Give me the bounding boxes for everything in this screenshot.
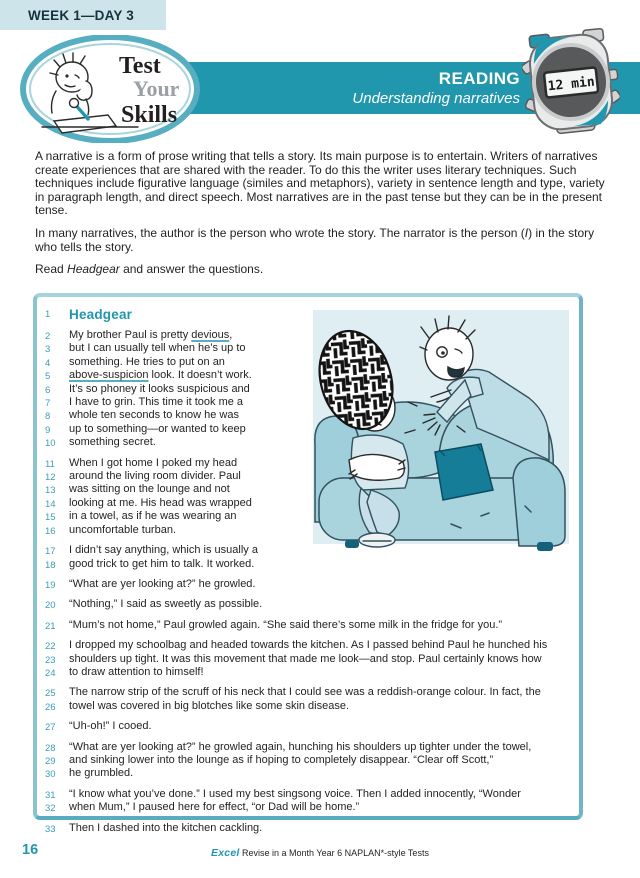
line-number: 21 <box>45 620 56 632</box>
passage-line <box>45 686 571 699</box>
line-number: 19 <box>45 579 56 591</box>
line-text: whole ten seconds to know he was <box>69 409 239 422</box>
passage-line <box>45 619 571 632</box>
line-text: “What are yer looking at?” he growled. <box>69 577 256 590</box>
couch-scene-illustration <box>311 310 571 554</box>
logo-word-your: Your <box>133 76 180 101</box>
line-number: 7 <box>45 398 51 410</box>
excel-brand-logo: Excel <box>211 847 240 859</box>
line-text: around the living room divider. Paul <box>69 470 241 483</box>
line-number: 22 <box>45 641 56 653</box>
line-number: 26 <box>45 701 56 713</box>
passage-line <box>45 598 571 611</box>
line-text: looking at me. His head was wrapped <box>69 496 252 509</box>
week-day-label: WEEK 1—DAY 3 <box>28 7 134 23</box>
line-number: 6 <box>45 384 51 396</box>
line-number: 2 <box>45 331 51 342</box>
line-number: 20 <box>45 600 56 612</box>
line-number: 11 <box>45 458 55 470</box>
line-text: I didn’t say anything, which is usually a <box>69 544 258 557</box>
line-text: good trick to get him to talk. It worked. <box>69 557 255 570</box>
line-text: something. He tries to put on an <box>69 355 225 368</box>
line-number: 30 <box>45 769 56 781</box>
line-text: in a towel, as if he was wearing an <box>69 510 237 523</box>
week-day-banner <box>0 0 166 30</box>
line-text: I have to grin. This time it took me a <box>69 396 244 409</box>
passage-line <box>45 801 571 814</box>
line-text: “Uh-oh!” I cooed. <box>69 720 152 733</box>
logo-word-test: Test <box>119 53 161 79</box>
line-text: above-suspicion look. It doesn’t work. <box>69 369 252 382</box>
passage-line <box>45 720 571 733</box>
line-number: 8 <box>45 411 51 423</box>
passage-line <box>45 639 571 652</box>
line-number: 31 <box>45 789 56 801</box>
passage-line <box>45 741 571 754</box>
line-text: and sinking lower into the lounge as if hoping to completely disappear. “Clear off Scott,” <box>69 753 494 766</box>
passage-line <box>45 767 571 780</box>
line-number: 13 <box>45 485 56 497</box>
line-number: 4 <box>45 357 51 369</box>
line-text: towel was covered in big blotches like some skin disease. <box>69 699 350 712</box>
line-number: 10 <box>45 438 56 450</box>
passage-line <box>45 666 571 679</box>
line-text: he grumbled. <box>69 767 134 780</box>
line-number: 1 <box>45 309 51 320</box>
section-title: READING <box>438 69 520 88</box>
logo-word-skills: Skills <box>121 102 178 128</box>
line-text: “I know what you’ve done.” I used my best singsong voice. Then I added innocently, “Wonder <box>69 787 521 800</box>
passage-line <box>45 578 571 591</box>
line-number: 28 <box>45 742 56 754</box>
line-number: 14 <box>45 498 56 510</box>
line-number: 24 <box>45 667 56 679</box>
passage-line <box>45 754 571 767</box>
line-number: 25 <box>45 688 56 700</box>
line-text: It’s so phoney it looks suspicious and <box>69 382 250 395</box>
footer-credit <box>0 847 640 859</box>
timer-stopwatch-icon <box>522 26 620 138</box>
line-number: 23 <box>45 654 56 666</box>
intro-paragraph-2: In many narratives, the author is the person who wrote the story. The narrator is the person (I) in the story who tells the story. <box>35 225 595 254</box>
section-subtitle: Understanding narratives <box>352 90 520 107</box>
reading-passage-box <box>33 293 583 835</box>
line-number: 17 <box>45 546 56 558</box>
line-text: The narrow strip of the scruff of his neck that I could see was a reddish-orange colour. In fact, the <box>69 686 541 699</box>
line-text: but I can usually tell when he’s up to <box>69 342 246 355</box>
line-text: something secret. <box>69 436 156 449</box>
line-number: 9 <box>45 424 51 436</box>
line-number: 12 <box>45 472 56 484</box>
line-text: uncomfortable turban. <box>69 523 177 536</box>
line-text: When I got home I poked my head <box>69 456 238 469</box>
line-text: when Mum,” I paused here for effect, “or Dad will be home.” <box>69 801 360 814</box>
line-text: up to something—or wanted to keep <box>69 422 246 435</box>
passage-line <box>45 558 571 571</box>
test-your-skills-logo <box>20 35 200 143</box>
intro-paragraph-3: Read Headgear and answer the questions. <box>35 262 264 277</box>
line-text: “What are yer looking at?” he growled again, hunching his shoulders up tighter under the towel, <box>69 740 532 753</box>
line-text: Then I dashed into the kitchen cackling. <box>69 821 263 834</box>
line-number: 15 <box>45 512 56 524</box>
line-number: 5 <box>45 371 51 383</box>
line-text: My brother Paul is pretty devious, <box>69 329 233 341</box>
line-number: 18 <box>45 559 56 571</box>
line-text: to draw attention to himself! <box>69 665 204 678</box>
passage-line <box>45 653 571 666</box>
intro-paragraph-1: A narrative is a form of prose writing that tells a story. Its main purpose is to entertain. Writers of narratives create experiences that are shared with the reader. To do this the writer uses literary techniques. Such techniques include figurative language (similes and metaphors), variety in sentence length and type, variety in paragraph length, and direct speech. Most narratives are in the past tense but they can be in the present tense. <box>35 149 605 218</box>
line-number: 33 <box>45 823 56 835</box>
line-text: “Mum’s not home,” Paul growled again. “She said there’s some milk in the fridge for you.” <box>69 618 503 631</box>
footer-credit-text: Revise in a Month Year 6 NAPLAN*-style Tests <box>242 848 429 858</box>
line-text: was sitting on the lounge and not <box>69 483 230 496</box>
line-number: 3 <box>45 344 51 356</box>
passage-title: Headgear <box>69 307 133 322</box>
line-text: “Nothing,” I said as sweetly as possible. <box>69 598 263 611</box>
line-number: 32 <box>45 803 56 815</box>
line-number: 16 <box>45 525 56 537</box>
line-number: 27 <box>45 722 56 734</box>
line-text: I dropped my schoolbag and headed towards the kitchen. As I passed behind Paul he hunched his <box>69 639 548 652</box>
intro-text <box>35 150 611 286</box>
timer-display: 12 min <box>547 74 596 95</box>
passage-line <box>45 700 571 713</box>
section-band-text <box>352 69 520 109</box>
passage-line <box>45 822 571 835</box>
line-number: 29 <box>45 755 56 767</box>
line-text: shoulders up tight. It was this movement that made me look—and stop. Paul certainly knows how <box>69 652 542 665</box>
passage-line <box>45 788 571 801</box>
page-number: 16 <box>22 842 39 858</box>
